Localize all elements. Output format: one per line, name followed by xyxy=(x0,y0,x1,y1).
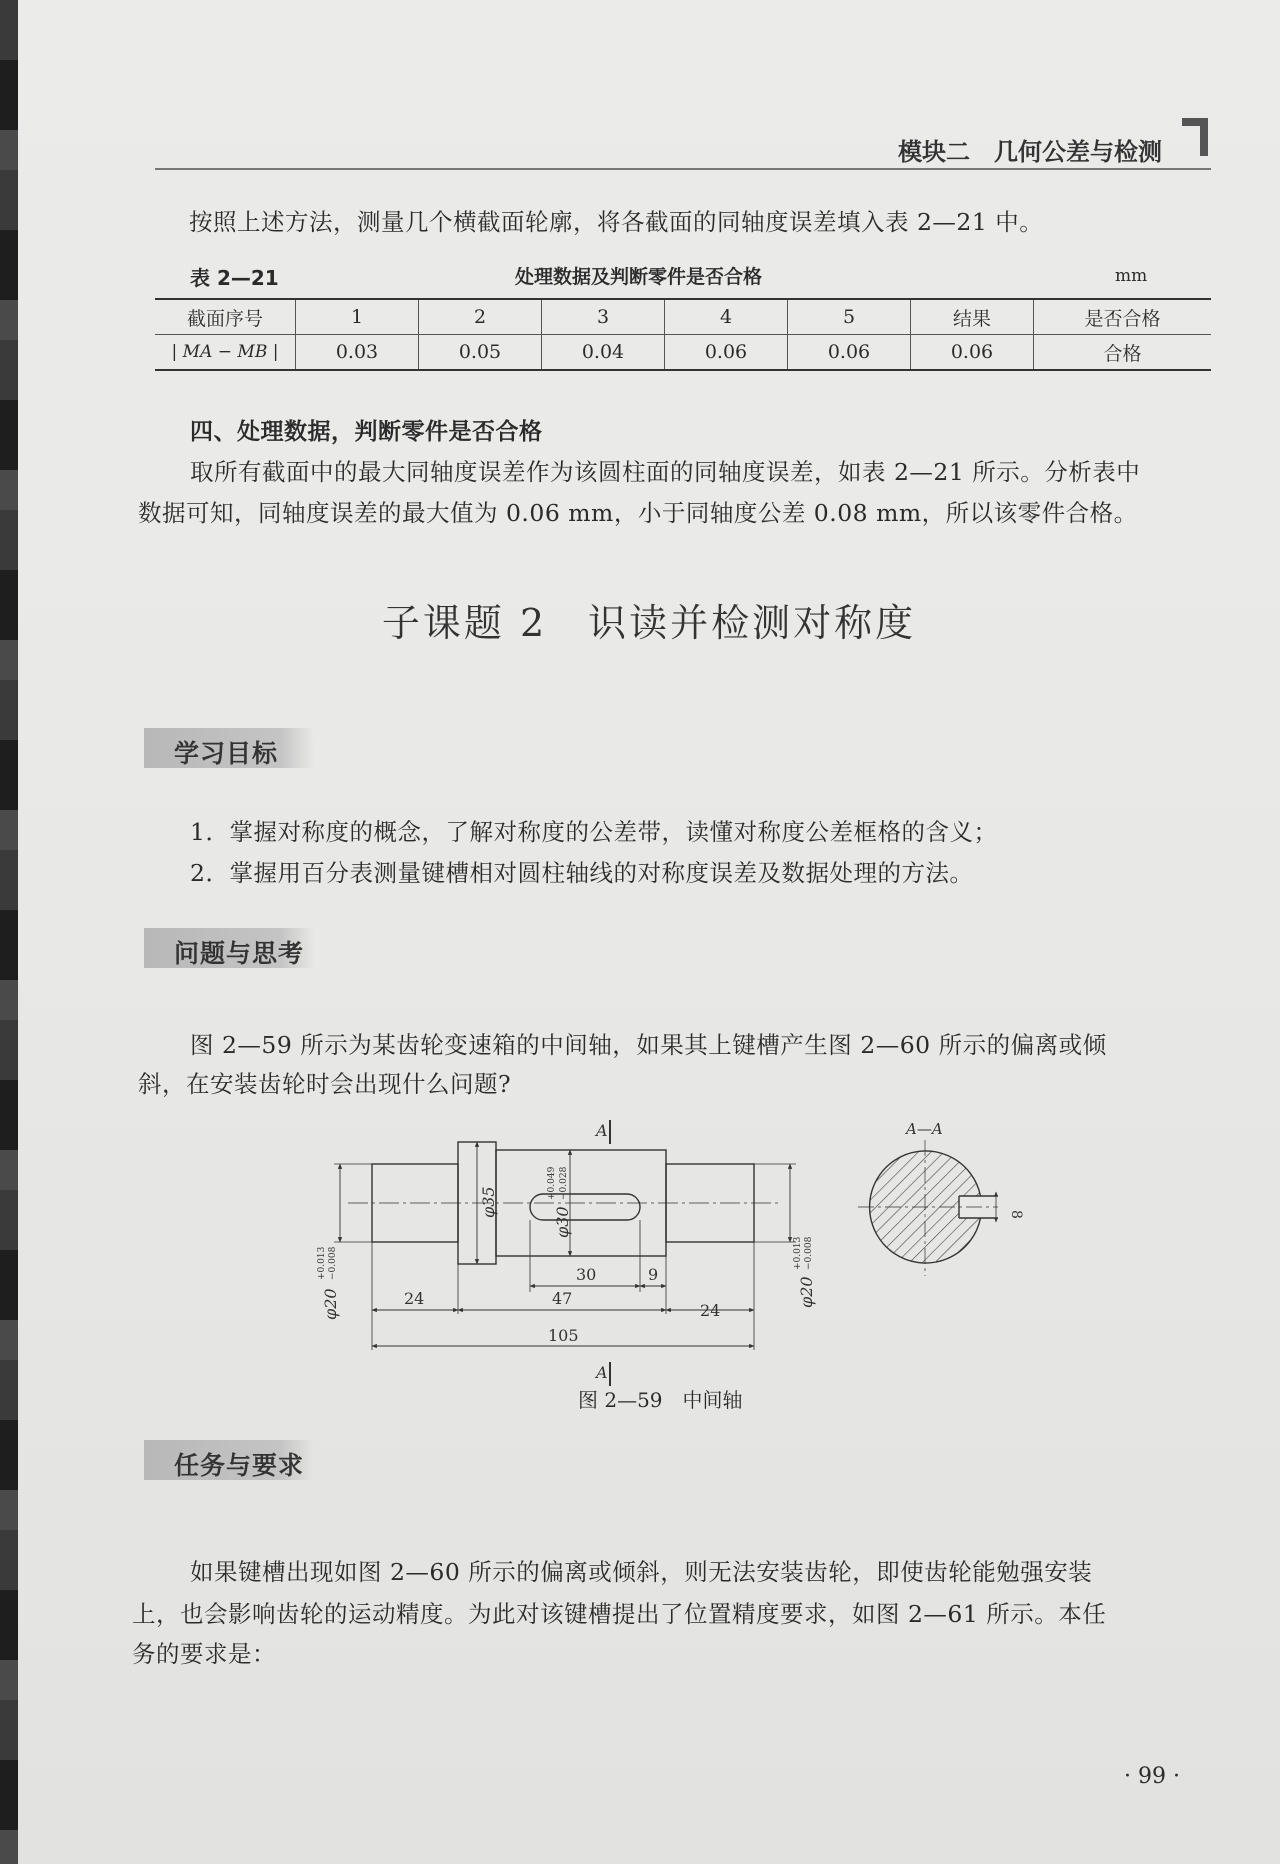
task-line1: 如果键槽出现如图 2—60 所示的偏离或倾斜，则无法安装齿轮，即使齿轮能勉强安装 xyxy=(190,1558,1093,1586)
dim-47: 47 xyxy=(552,1289,573,1308)
section-marker-bottom: A xyxy=(596,1363,608,1382)
dim-phi20-left-tol-upper: +0.013 xyxy=(317,1246,327,1280)
book-page xyxy=(18,0,1280,1864)
section-tag-questions: 问题与思考 xyxy=(144,928,314,968)
table-title: 处理数据及判断零件是否合格 xyxy=(515,266,763,288)
task-line3: 务的要求是： xyxy=(132,1640,276,1668)
table-cell: 0.06 xyxy=(911,335,1034,371)
section-label: A—A xyxy=(906,1120,943,1138)
question-line2: 斜，在安装齿轮时会出现什么问题? xyxy=(138,1070,512,1098)
table-cell: 0.05 xyxy=(419,335,542,371)
table-header-cell: 3 xyxy=(542,299,665,335)
table-header-cell: 5 xyxy=(788,299,911,335)
data-table xyxy=(155,298,1211,371)
dim-105: 105 xyxy=(548,1326,579,1345)
question-line1: 图 2—59 所示为某齿轮变速箱的中间轴，如果其上键槽产生图 2—60 所示的偏离或倾 xyxy=(190,1031,1107,1059)
intro-paragraph: 按照上述方法，测量几个横截面轮廓，将各截面的同轴度误差填入表 2—21 中。 xyxy=(189,208,1044,236)
figure-caption xyxy=(578,1384,743,1413)
dim-9: 9 xyxy=(648,1265,659,1284)
table-header-cell: 4 xyxy=(665,299,788,335)
table-header-cell: 结果 xyxy=(911,299,1034,335)
dim-phi20-right-tol-lower: −0.008 xyxy=(804,1236,814,1270)
header-rule xyxy=(155,168,1211,170)
dim-phi30: φ30 xyxy=(553,1206,572,1238)
dim-30: 30 xyxy=(576,1265,597,1284)
table-unit: mm xyxy=(1115,266,1148,286)
table-cell: 0.04 xyxy=(542,335,665,371)
table-header-cell: 截面序号 xyxy=(155,299,296,335)
page-left-edge xyxy=(0,0,18,1864)
corner-mark xyxy=(1182,118,1208,156)
table-header-row xyxy=(155,299,1211,335)
dim-24b: 24 xyxy=(700,1301,721,1320)
dim-phi20-left-tol-lower: −0.008 xyxy=(328,1246,338,1280)
shaft-drawing xyxy=(308,1100,1048,1420)
running-header xyxy=(898,132,1162,167)
shaft-right-section xyxy=(666,1164,754,1242)
table-number: 表 2—21 xyxy=(190,266,279,290)
table-cell: 合格 xyxy=(1034,335,1212,371)
page-number: · 99 · xyxy=(1124,1764,1180,1789)
table-header-cell: 是否合格 xyxy=(1034,299,1212,335)
figure-name: 中间轴 xyxy=(682,1388,743,1412)
section-marker-top: A xyxy=(596,1121,608,1140)
dim-phi20-right: φ20 xyxy=(797,1276,816,1308)
dim-phi20-left: φ20 xyxy=(321,1288,340,1320)
table-row-label: | MA − MB | xyxy=(155,335,296,371)
header-module: 模块二 xyxy=(898,138,970,166)
step4-line1: 取所有截面中的最大同轴度误差作为该圆柱面的同轴度误差，如表 2—21 所示。分析表中 xyxy=(190,458,1141,486)
header-title: 几何公差与检测 xyxy=(994,138,1162,166)
dim-8: 8 xyxy=(1008,1210,1024,1219)
goal-item: 2．掌握用百分表测量键槽相对圆柱轴线的对称度误差及数据处理的方法。 xyxy=(190,859,974,887)
table-header-cell: 2 xyxy=(419,299,542,335)
section-view-a-a xyxy=(858,1140,998,1276)
section-tag-tasks: 任务与要求 xyxy=(144,1440,314,1480)
step4-line2: 数据可知，同轴度误差的最大值为 0.06 mm，小于同轴度公差 0.08 mm，所以该零件合格。 xyxy=(138,499,1138,527)
table-header-cell: 1 xyxy=(296,299,419,335)
step4-heading: 四、处理数据，判断零件是否合格 xyxy=(190,419,543,445)
figure-number: 图 2—59 xyxy=(578,1388,663,1412)
table-cell: 0.06 xyxy=(788,335,911,371)
dim-phi20-right-tol-upper: +0.013 xyxy=(793,1236,803,1270)
dim-phi30-tol-lower: −0.028 xyxy=(559,1166,569,1200)
dim-24a: 24 xyxy=(404,1289,425,1308)
dim-phi30-tol-upper: +0.049 xyxy=(547,1166,557,1200)
dim-phi35: φ35 xyxy=(479,1186,498,1218)
goal-item: 1．掌握对称度的概念，了解对称度的公差带，读懂对称度公差框格的含义； xyxy=(190,818,998,846)
table-cell: 0.03 xyxy=(296,335,419,371)
task-line2: 上，也会影响齿轮的运动精度。为此对该键槽提出了位置精度要求，如图 2—61 所示。本任 xyxy=(132,1600,1107,1628)
table-cell: 0.06 xyxy=(665,335,788,371)
chapter-title: 子课题 2 识读并检测对称度 xyxy=(381,601,917,645)
table-row xyxy=(155,335,1211,371)
section-tag-goals: 学习目标 xyxy=(144,728,314,768)
